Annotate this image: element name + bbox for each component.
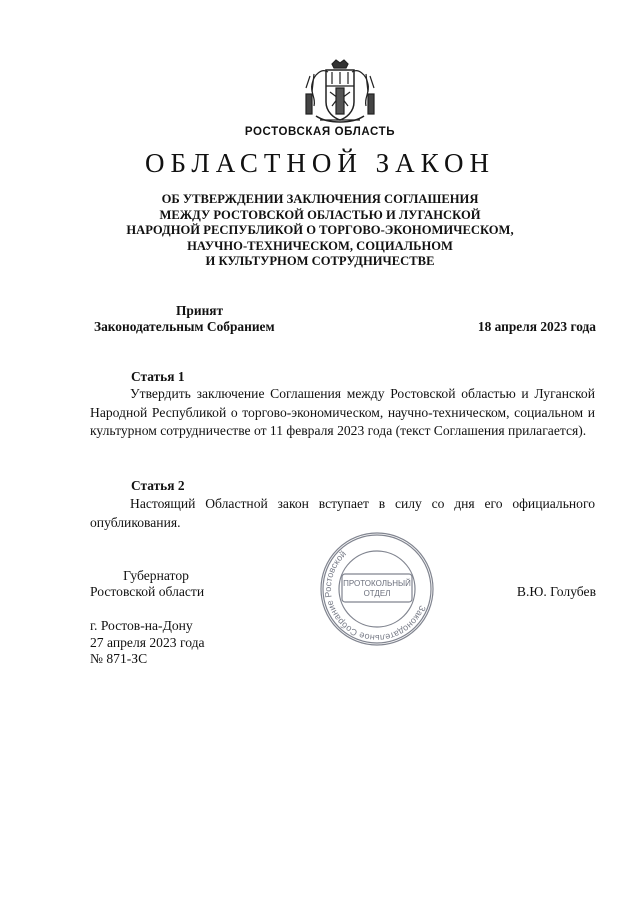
adopted-date: 18 апреля 2023 года <box>477 319 596 334</box>
document-footer <box>90 618 205 668</box>
adopted-label: Принят <box>176 303 224 318</box>
footer-place: г. Ростов-на-Дону <box>90 618 193 633</box>
law-type-title: ОБЛАСТНОЙ ЗАКОН <box>145 148 495 178</box>
article-1-text: Утвердить заключение Соглашения между Ростовской областью и Луганской Народной Республикой о торгово-экономическом, научно-техническом, социальном и культурном сотрудничестве от 11 февраля 2023 года (текст Соглашения прилагается). <box>90 386 595 438</box>
subject-line: НАРОДНОЙ РЕСПУБЛИКОЙ О ТОРГОВО-ЭКОНОМИЧЕСКОМ, <box>126 223 514 237</box>
subject-line: ОБ УТВЕРЖДЕНИИ ЗАКЛЮЧЕНИЯ СОГЛАШЕНИЯ <box>161 192 479 206</box>
article-2-heading: Статья 2 <box>131 478 185 493</box>
footer-date: 27 апреля 2023 года <box>90 634 205 650</box>
official-stamp <box>318 530 436 648</box>
footer-number: № 871-ЗС <box>90 651 148 666</box>
region-name: РОСТОВСКАЯ ОБЛАСТЬ <box>244 126 396 138</box>
signatory-name: В.Ю. Голубев <box>516 584 596 599</box>
adopted-by: Законодательным Собранием <box>94 319 275 334</box>
article-2-text: Настоящий Областной закон вступает в силу со дня его официального опубликования. <box>90 496 595 530</box>
stamp-line-1: ПРОТОКОЛЬНЫЙ <box>343 579 411 588</box>
stamp-line-2: ОТДЕЛ <box>363 589 391 598</box>
coat-of-arms-icon <box>302 58 378 126</box>
subject-line: НАУЧНО-ТЕХНИЧЕСКОМ, СОЦИАЛЬНОМ <box>187 238 453 253</box>
article-1-heading: Статья 1 <box>131 369 185 384</box>
subject-line: И КУЛЬТУРНОМ СОТРУДНИЧЕСТВЕ <box>205 254 435 268</box>
signatory-region: Ростовской области <box>90 584 205 599</box>
law-subject <box>80 192 560 270</box>
signatory-position: Губернатор <box>123 568 189 583</box>
subject-line: МЕЖДУ РОСТОВСКОЙ ОБЛАСТЬЮ И ЛУГАНСКОЙ <box>159 207 481 222</box>
stamp-ring-text: Законодательное Собрание Ростовской <box>322 548 428 644</box>
